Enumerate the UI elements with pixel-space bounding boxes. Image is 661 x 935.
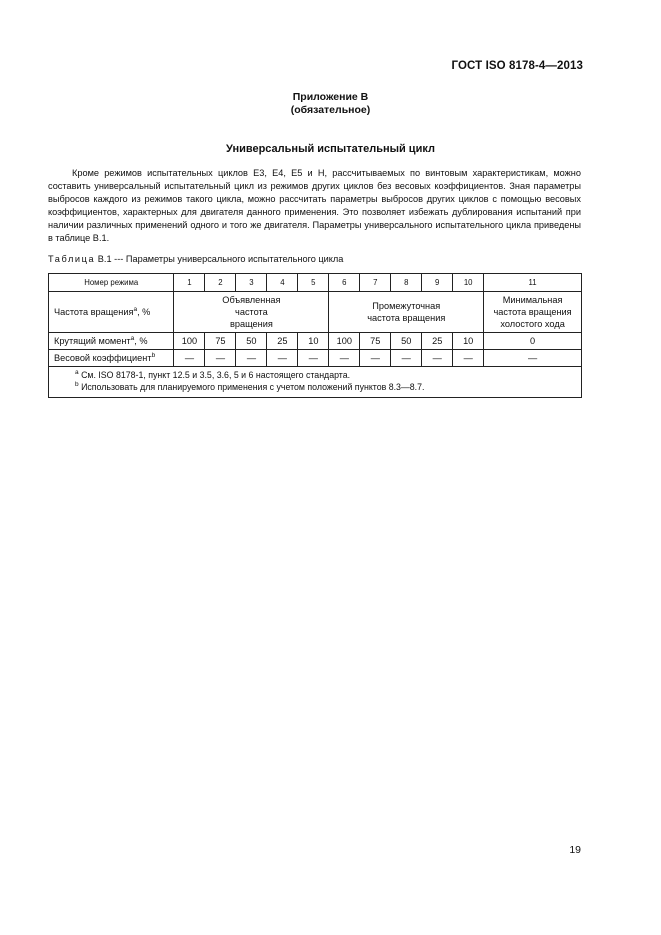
weight-value: — [484, 350, 582, 367]
parameters-table [48, 273, 582, 398]
note-b [75, 382, 581, 394]
idle-speed-cell: Минимальная частота вращения холостого хода [484, 292, 582, 333]
mode-number: 3 [236, 274, 267, 292]
torque-footnote-mark: a [130, 335, 135, 342]
torque-row [49, 333, 582, 350]
declared-speed-cell: Объявленная частота вращения [174, 292, 329, 333]
torque-value: 100 [174, 333, 205, 350]
mode-number: 4 [267, 274, 298, 292]
table-notes [49, 367, 582, 398]
torque-unit: , % [134, 336, 148, 346]
torque-value: 10 [453, 333, 484, 350]
weight-value: — [236, 350, 267, 367]
weight-value: — [174, 350, 205, 367]
note-a-text: См. ISO 8178-1, пункт 12.5 и 3.5, 3.6, 5 и 6 настоящего стандарта. [78, 370, 351, 380]
weight-value: — [360, 350, 391, 367]
section-title: Универсальный испытательный цикл [226, 143, 435, 155]
notes-row [49, 367, 582, 398]
weight-footnote-mark: b [151, 352, 156, 359]
weight-value: — [205, 350, 236, 367]
table-caption-prefix: Таблица [48, 254, 96, 264]
weight-value: — [267, 350, 298, 367]
weight-label-cell [49, 350, 174, 367]
torque-label: Крутящий момент [54, 336, 131, 346]
speed-footnote-mark: a [133, 306, 138, 313]
body-text [48, 167, 581, 245]
table-caption [48, 254, 343, 264]
torque-value: 0 [484, 333, 582, 350]
torque-value: 25 [422, 333, 453, 350]
torque-value: 75 [360, 333, 391, 350]
torque-value: 75 [205, 333, 236, 350]
mode-number: 5 [298, 274, 329, 292]
appendix-title: Приложение В [292, 91, 369, 103]
mode-number: 2 [205, 274, 236, 292]
weight-value: — [329, 350, 360, 367]
weight-value: — [422, 350, 453, 367]
torque-value: 50 [236, 333, 267, 350]
weight-value: — [453, 350, 484, 367]
header-label: Номер режима [49, 274, 174, 292]
torque-value: 50 [391, 333, 422, 350]
speed-unit: , % [137, 307, 151, 317]
weight-label: Весовой коэффициент [54, 353, 152, 363]
note-b-text: Использовать для планируемого применения с учетом положений пунктов 8.3—8.7. [78, 381, 425, 392]
torque-value: 100 [329, 333, 360, 350]
note-a [75, 370, 581, 382]
speed-label: Частота вращения [54, 307, 134, 317]
mode-number: 9 [422, 274, 453, 292]
mode-number: 1 [174, 274, 205, 292]
mode-number: 6 [329, 274, 360, 292]
appendix-subtitle: (обязательное) [290, 104, 371, 116]
weight-value: — [298, 350, 329, 367]
speed-label-cell [49, 292, 174, 333]
mode-number: 10 [453, 274, 484, 292]
paragraph: Кроме режимов испытательных циклов Е3, Е4, Е5 и Н, рассчитываемых по винтовым характеристикам, можно составить универсальный испытательный цикл из режимов других циклов без весовых коэффициентов. Зная параметры выбросов каждого из режимов такого цикла, можно рассчитать параметры выбросов других циклов с помощью весовых коэффициентов, характерных для двигателя данного применения. Это позволяет избежать дублирования испытаний при наличии различных применений одного и того же двигателя. Параметры универсального испытательного цикла приведены в таблице В.1. [48, 168, 581, 243]
speed-row [49, 292, 582, 333]
torque-value: 25 [267, 333, 298, 350]
torque-value: 10 [298, 333, 329, 350]
torque-label-cell [49, 333, 174, 350]
note-b-mark: b [75, 380, 79, 388]
page-number: 19 [569, 844, 581, 856]
table-header-row [49, 274, 582, 292]
mode-number: 11 [484, 274, 582, 292]
weight-value: — [391, 350, 422, 367]
weight-row [49, 350, 582, 367]
mode-number: 8 [391, 274, 422, 292]
table-caption-text: В.1 --- Параметры универсального испытательного цикла [97, 254, 344, 264]
intermediate-speed-cell: Промежуточная частота вращения [329, 292, 484, 333]
mode-number: 7 [360, 274, 391, 292]
document-code: ГОСТ ISO 8178-4—2013 [451, 60, 583, 72]
note-a-mark: a [75, 369, 79, 376]
